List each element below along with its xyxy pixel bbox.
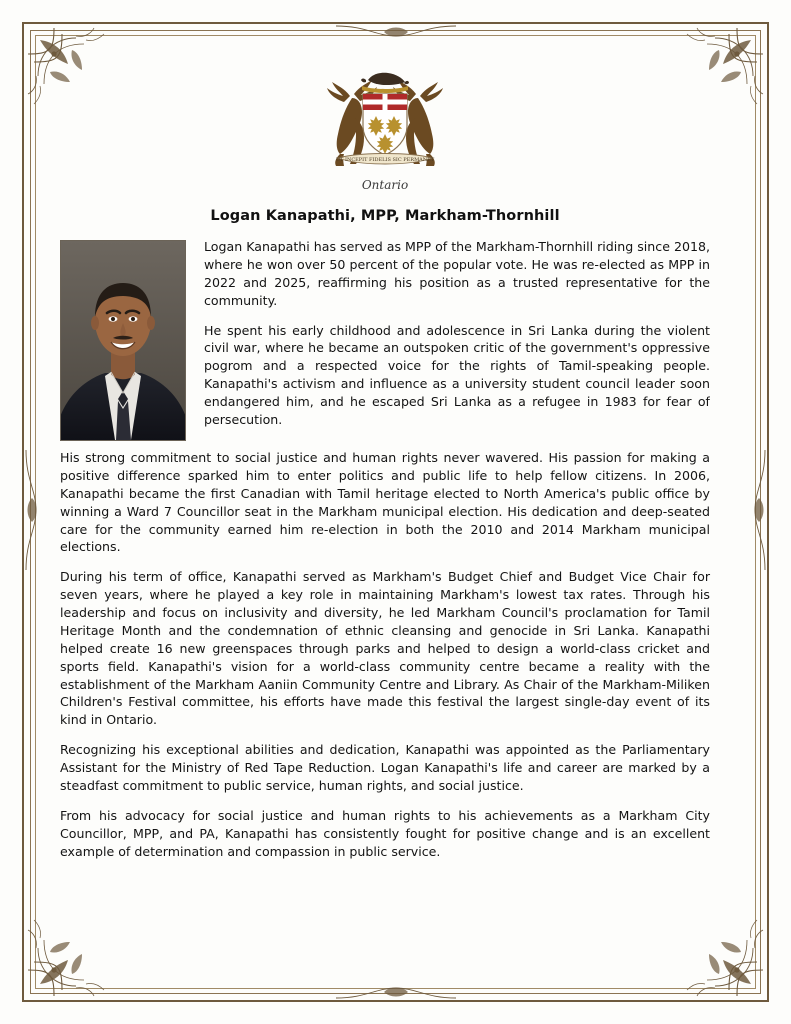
corner-ornament-bottom-right	[675, 908, 767, 1000]
svg-text:UT INCEPIT FIDELIS SIC PERMANE: UT INCEPIT FIDELIS SIC PERMANET	[335, 157, 435, 163]
paragraph-2: He spent his early childhood and adolescence in Sri Lanka during the violent civil war, where he became an outspoken critic of the government's oppressive pogrom and a respected voice for the rights of Tamil-speaking people. Kanapathi's activism and influence as a university student council leader soon endangered him, and he escaped Sri Lanka as a refugee in 1983 for fear of persecution.	[204, 322, 710, 427]
paragraph-3: His strong commitment to social justice and human rights never wavered. His passion for making a positive difference sparked him to enter politics and public life to help fellow citizens. In 2006, Kanapathi became the first Canadian with Tamil heritage elected to North America's public office by winning a Ward 7 Councillor seat in the Markham municipal election. His dedication and deep-seated care for the community earned him re-election in both the 2010 and 2014 Markham municipal elections.	[60, 450, 710, 555]
crest-caption: Ontario	[361, 178, 409, 192]
edge-ornament-top	[336, 22, 456, 48]
page-title: Logan Kanapathi, MPP, Markham-Thornhill	[210, 208, 560, 224]
document-content	[60, 58, 710, 860]
ontario-coat-of-arms-icon	[310, 58, 460, 177]
edge-ornament-bottom	[336, 976, 456, 1002]
intro-block	[60, 238, 710, 449]
paragraph-4: During his term of office, Kanapathi served as Markham's Budget Chief and Budget Vice Chair for seven years, where he played a key role in maintaining Markham's lowest tax rates. Through his leadership and focus on inclusivity and diversity, he led Markham Council's proclamation for Tamil Heritage Month and the condemnation of ethnic cleansing and genocide in Sri Lanka. Kanapathi helped create 16 new greenspaces through parks and helped to design a world-class cricket and sports field. Kanapathi's vision for a world-class community centre became a reality with the establishment of the Markham Aaniin Community Centre and Library. As Chair of the Markham-Miliken Children's Festival committee, his efforts have made this festival the largest single-day event of its kind in Ontario.	[60, 569, 710, 728]
edge-ornament-left	[22, 450, 44, 574]
paragraph-1: Logan Kanapathi has served as MPP of the Markham-Thornhill riding since 2018, where he won over 50 percent of the popular vote. He was re-elected as MPP in 2022 and 2025, reaffirming his position as a trusted representative for the community.	[204, 239, 710, 308]
edge-ornament-right	[747, 450, 769, 574]
corner-ornament-bottom-left	[24, 908, 116, 1000]
coat-of-arms-block	[60, 58, 710, 192]
portrait-photo	[60, 240, 186, 441]
paragraph-5: Recognizing his exceptional abilities and dedication, Kanapathi was appointed as the Parliamentary Assistant for the Ministry of Red Tape Reduction. Logan Kanapathi's life and career are marked by a steadfast commitment to public service, human rights, and social justice.	[60, 742, 710, 793]
paragraph-6: From his advocacy for social justice and human rights to his achievements as a Markham City Councillor, MPP, and PA, Kanapathi has consistently fought for positive change and is an excellent example of determination and compassion in public service.	[60, 807, 710, 859]
